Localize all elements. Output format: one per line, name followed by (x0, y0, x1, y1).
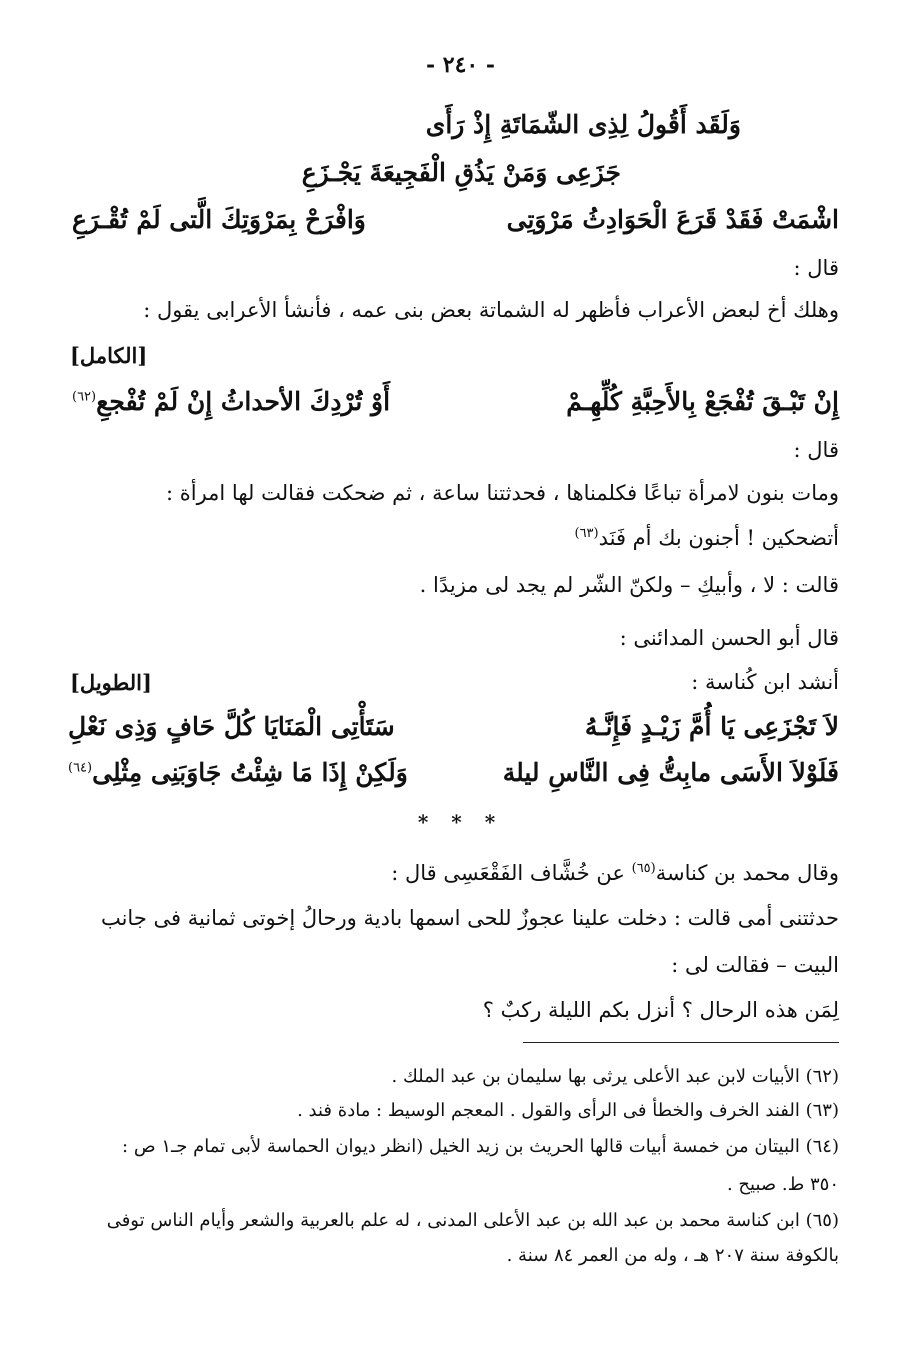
footnote-ref-64: (٦٤) (68, 760, 93, 776)
page-number: - ٢٤٠ - (425, 52, 496, 78)
narrative-3-line-1 (70, 862, 839, 884)
footnote-62: (٦٢) الأبيات لابن عبد الأعلى يرثى بها سليمان بن عبد الملك . (391, 1066, 839, 1087)
footnote-ref-65: (٦٥) (631, 861, 656, 876)
poem3-line2-right-hemistich: فَلَوْلاَ الأَسَى مابِتُّ فِى النَّاسِ ليلة (502, 758, 839, 787)
narrative-3-line-1-b: عن خُشَّاف الفَقْعَسِى قال : (391, 861, 632, 885)
madaini-line: قال أبو الحسن المدائنى : (619, 626, 839, 650)
poem1-line3-left-hemistich: وَافْرَحْ بِمَرْوَتِكَ الَّتى لَمْ تُقْـرَعِ (72, 205, 366, 234)
poem2-right-hemistich: إِنْ تَبْـقَ تُفْجَعْ بِالأَحِبَّةِ كُلِّهِـمْ (566, 387, 839, 416)
poem3-line2-left-text: وَلَكِنْ إِذَا مَا شِئْتُ جَاوَبَنِى مِثْلِى (92, 758, 408, 787)
poem1-line3-right-hemistich: اشْمَتْ فَقَدْ قَرَعَ الْحَوَادِثُ مَرْوَتِى (506, 205, 839, 234)
narrative-3-line-2: حدثتنى أمى قالت : دخلت علينا عجوزٌ للحى اسمها بادية ورحالُ إخوتى ثمانية فى جانب (100, 906, 839, 930)
narrative-3-line-3: البيت – فقالت لى : (671, 953, 839, 977)
poem1-line1: وَلَقَد أَقُولُ لِذِى الشّمَاتَةِ إِذْ رَأَى (425, 110, 741, 139)
footnote-63: (٦٣) الفند الخرف والخطأ فى الرأى والقول . المعجم الوسيط : مادة فند . (297, 1100, 839, 1121)
narrative-2-line-2 (70, 527, 839, 549)
poem1-line2: جَزَعِى وَمَنْ يَذُقِ الْفَجِيعَةَ يَجْـزَعِ (301, 158, 621, 187)
poem3-line1-left-hemistich: سَتَأْتِى الْمَنَايَا كُلَّ حَافٍ وَذِى نَعْلِ (68, 712, 395, 741)
meter-label-kamil: [الكامل] (70, 343, 148, 368)
footnote-65-line-2: بالكوفة سنة ٢٠٧ هـ ، وله من العمر ٨٤ سنة . (506, 1245, 839, 1266)
footnote-64-line-2: ٣٥٠ ط. صبيح . (726, 1174, 839, 1195)
narrative-paragraph-1: وهلك أخ لبعض الأعراب فأظهر له الشماتة بعض بنى عمه ، فأنشأ الأعرابى يقول : (143, 298, 839, 322)
footnote-65-line-1: (٦٥) ابن كناسة محمد بن عبد الله بن عبد الأعلى المدنى ، له علم بالعربية والشعر وأيام الناس توفى (106, 1210, 839, 1231)
qala-label-2: قال : (793, 438, 839, 462)
narrative-2-line-2-text: أتضحكين ! أجنون بك أم فَنَد (598, 526, 839, 550)
anshad-line: أنشد ابن كُناسة : (691, 670, 839, 694)
footnote-ref-63: (٦٣) (574, 526, 599, 541)
footnote-separator (523, 1042, 839, 1043)
footnote-ref-62: (٦٢) (72, 389, 97, 405)
section-divider-stars: * * * (417, 810, 504, 834)
narrative-2-line-1: ومات بنون لامرأة تباعًا فكلمناها ، فحدثتنا ساعة ، ثم ضحكت فقالت لها امرأة : (166, 481, 839, 505)
poem2-left-hemistich (72, 387, 390, 416)
poem3-line1-right-hemistich: لاَ تَجْزَعِى يَا أُمَّ زَيْـدٍ فَإِنَّـهُ (584, 712, 839, 741)
meter-label-tawil: [الطويل] (70, 670, 152, 695)
poem2-left-text: أَوْ تُرْدِكَ الأحداثُ إِنْ لَمْ تُفْجعِ (96, 387, 391, 416)
narrative-3-line-4: لِمَن هذه الرحال ؟ أنزل بكم الليلة ركبٌ ؟ (482, 998, 839, 1022)
footnote-64-line-1: (٦٤) البيتان من خمسة أبيات قالها الحريث بن زيد الخيل (انظر ديوان الحماسة لأبى تمام جـ١ ص : (122, 1136, 839, 1157)
qala-label-1: قال : (793, 256, 839, 280)
poem3-line2-left-hemistich (68, 758, 408, 787)
narrative-3-line-1-a: وقال محمد بن كناسة (655, 861, 839, 885)
narrative-2-line-3: قالت : لا ، وأبيكِ – ولكنّ الشّر لم يجد لى مزيدًا . (419, 573, 839, 597)
